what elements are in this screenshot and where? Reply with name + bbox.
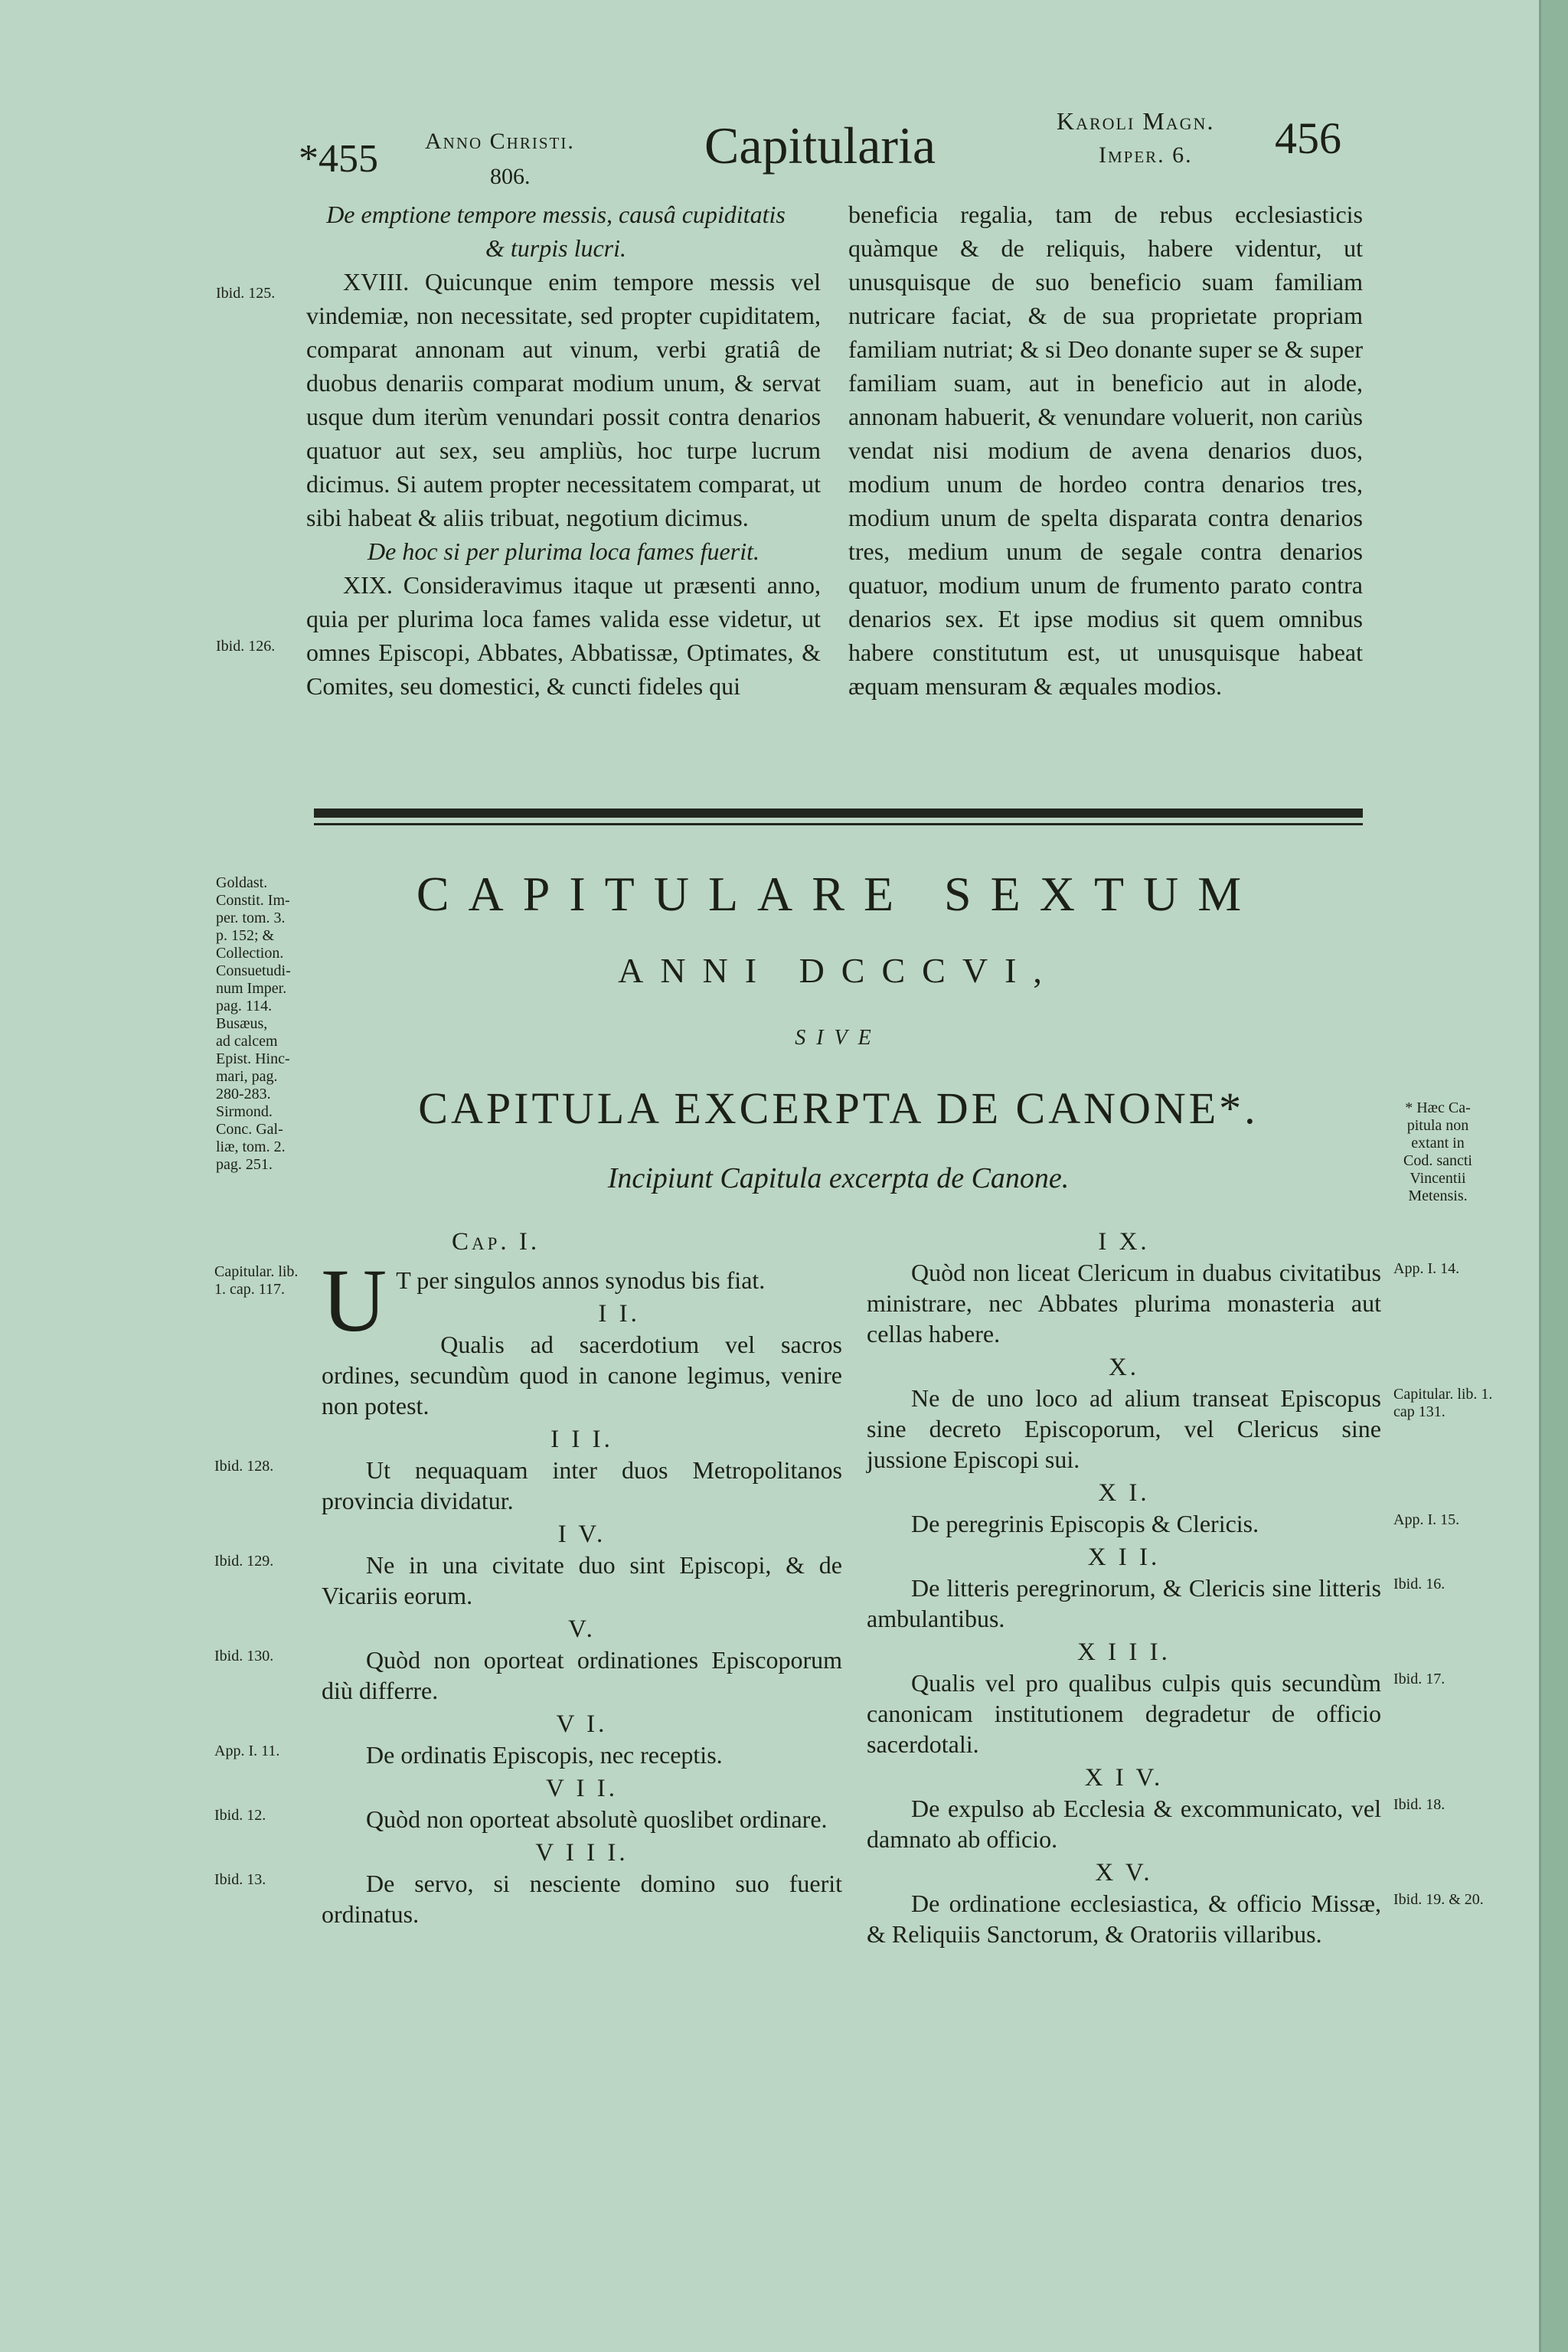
paragraph-xviii: XVIII. Quicunque enim tempore messis vel vindemiæ, non necessitate, sed propter cupiditatem, comparat annonam aut vinum, verbi gratiâ de duobus denariis comparat modium unum, & servat usque dum iterùm venundari possit contra denarios quatuor aut sex, seu ampliùs, hoc turpe lucrum dicimus. Si autem propter necessitatem comparat, ut sibi habeat & aliis tribuat, negotium dicimus. <box>306 268 821 531</box>
chapter-margin-note: App. I. 14. <box>1393 1260 1460 1277</box>
anno-year: 806. <box>490 164 531 189</box>
chapter-text <box>322 1645 842 1706</box>
chapter-margin-note: Ibid. 12. <box>214 1807 266 1824</box>
margin-ref-line: p. 152; & <box>216 927 275 944</box>
margin-ref-line: ad calcem <box>216 1033 278 1050</box>
chapter-text-body: Quòd non oporteat absolutè quoslibet ordinare. <box>366 1805 828 1833</box>
chapter-text-body: De ordinatione ecclesiastica, & officio Missæ, & Reliquiis Sanctorum, & Oratoriis villaribus. <box>867 1890 1381 1948</box>
chapter-entry <box>214 1838 842 1929</box>
sive-label: SIVE <box>795 1026 882 1050</box>
chapter-entry <box>867 1542 1446 1634</box>
margin-ref-line: Cod. sancti <box>1403 1152 1472 1169</box>
chapter-entry <box>214 1773 842 1834</box>
chapter-number: X I. <box>1098 1479 1150 1507</box>
chapter-text <box>322 1868 842 1929</box>
chapter-margin-note: App. I. 15. <box>1393 1511 1460 1528</box>
margin-ref-line: 280-283. <box>216 1086 271 1102</box>
chapter-margin-note: Ibid. 130. <box>214 1648 274 1664</box>
section-heading-emptione: De emptione tempore messis, causâ cupiditatis & turpis lucri. <box>326 201 786 262</box>
chapter-entry <box>214 1519 842 1611</box>
chapter-entry <box>867 1762 1446 1854</box>
paragraph-beneficia: beneficia regalia, tam de rebus ecclesiasticis quàmque & de reliquis, habere videntur, ut unusquisque de suo beneficio suam familiam nutricare faciat, & de sua proprietate propriam familiam nutriat; & si Deo donante super se & super familiam suam, aut in beneficio aut in alode, annonam habuerit, & venundare voluerit, non cariùs vendat nisi modium de avena denarios duos, modium unum de hordeo contra denarios tres, modium unum de spelta disparata contra denarios tres, medium unum de segale contra denarios quatuor, modium unum de frumento parato contra denarios sex. Et ipse modius sit quem omnibus habere constitutum est, ut unusquisque habeat æquam mensuram & æquales modios. <box>848 201 1363 700</box>
margin-ref-hac-capitula <box>1392 1099 1484 1205</box>
chapter-margin-note: Ibid. 18. <box>1393 1796 1446 1813</box>
chapter-text <box>322 1550 842 1611</box>
chapter-margin-note: Ibid. 129. <box>214 1553 274 1570</box>
chapter-text-body: Ne in una civitate duo sint Episcopi, & de Vicariis eorum. <box>322 1551 842 1609</box>
margin-ref-line: Constit. Im- <box>216 892 290 909</box>
chapter-entry <box>867 1857 1484 1949</box>
chapter-text-body: Ut nequaquam inter duos Metropolitanos provincia dividatur. <box>322 1456 842 1514</box>
margin-ref-line: pitula non <box>1406 1117 1469 1134</box>
margin-ref-line: Consuetudi- <box>216 962 291 979</box>
chapter-number: V I I I. <box>535 1839 629 1867</box>
chapter-text-body: De peregrinis Episcopis & Clericis. <box>911 1510 1259 1537</box>
drop-cap-letter: U <box>322 1250 387 1351</box>
chapter-entry <box>867 1478 1460 1539</box>
chapter-number: I V. <box>557 1521 606 1548</box>
chapter-text <box>867 1793 1381 1854</box>
chapter-entry <box>867 1637 1446 1759</box>
chapter-margin-note: App. I. 11. <box>214 1743 280 1759</box>
page-number-left: *455 <box>299 137 378 181</box>
chapter-margin-note: Capitular. lib. 1. cap. 117. <box>214 1263 299 1298</box>
chapter-number: I X. <box>1098 1228 1150 1256</box>
capitula-excerpta-title: CAPITULA EXCERPTA DE CANONE*. <box>418 1083 1259 1133</box>
chapter-entry <box>322 1298 842 1421</box>
chapter-text <box>322 1455 842 1516</box>
chapter-entry <box>214 1709 842 1770</box>
chapter-entry <box>214 1424 842 1516</box>
chapter-text <box>867 1573 1381 1634</box>
chapter-text-body: De litteris peregrinorum, & Clericis sine litteris ambulantibus. <box>867 1574 1381 1632</box>
chapter-number: V I I. <box>546 1775 618 1802</box>
margin-ref-line: liæ, tom. 2. <box>216 1138 286 1155</box>
chapter-margin-note: Ibid. 16. <box>1393 1576 1446 1592</box>
divider-thick-rule <box>314 808 1363 818</box>
capitulare-title: CAPITULARE SEXTUM <box>416 867 1261 921</box>
margin-ref-line: pag. 251. <box>216 1156 273 1173</box>
chapter-text <box>867 1888 1381 1949</box>
chapter-text-body: De servo, si nesciente domino suo fuerit ordinatus. <box>322 1870 842 1928</box>
margin-ref-line: Busæus, <box>216 1015 268 1032</box>
chapter-entry <box>867 1352 1493 1475</box>
chapters-left <box>214 1227 842 1932</box>
margin-ref-line: extant in <box>1411 1135 1465 1152</box>
chapter-margin-note: Ibid. 19. & 20. <box>1393 1891 1484 1908</box>
running-title: Capitularia <box>704 116 936 175</box>
margin-note-ibid-126: Ibid. 126. <box>216 638 276 655</box>
margin-ref-line: num Imper. <box>216 980 287 997</box>
margin-ref-line: Sirmond. <box>216 1103 273 1120</box>
chapter-number: I I I. <box>550 1426 613 1453</box>
chapter-number: X I V. <box>1084 1764 1164 1792</box>
divider-thin-rule <box>314 823 1363 825</box>
chapter-number: X I I I. <box>1077 1638 1171 1666</box>
page-number-right: 456 <box>1275 113 1341 163</box>
margin-ref-line: Collection. <box>216 945 284 962</box>
paragraph-xix: XIX. Consideravimus itaque ut præsenti anno, quia per plurima loca fames valida esse videtur, ut omnes Episcopi, Abbates, Abbatissæ, Optimates, & Comites, seu domestici, & cuncti fideles qui <box>306 571 821 700</box>
chapter-text <box>322 1740 842 1770</box>
chapter-margin-note: Ibid. 13. <box>214 1871 266 1888</box>
chapter-number: X. <box>1108 1354 1140 1381</box>
margin-ref-line: per. tom. 3. <box>216 910 286 926</box>
chapter-number: V. <box>568 1615 596 1643</box>
chapter-text-body: De ordinatis Episcopis, nec receptis. <box>366 1741 723 1769</box>
margin-note-ibid-125: Ibid. 125. <box>216 285 276 302</box>
chapter-number: X I I. <box>1087 1544 1161 1571</box>
chapter-number: X V. <box>1095 1859 1153 1886</box>
chapter-margin-note: Capitular. lib. 1. cap 131. <box>1393 1386 1493 1420</box>
chapter-text-body: Ne de uno loco ad alium transeat Episcopus sine decreto Episcoporum, vel Clericus sine jussione Episcopi sui. <box>867 1384 1381 1473</box>
margin-ref-line: Goldast. <box>216 874 268 891</box>
margin-ref-line: Vincentii <box>1410 1170 1466 1187</box>
imper-year: Imper. 6. <box>1099 142 1193 168</box>
chapters-right <box>867 1227 1493 1952</box>
margin-ref-line: Metensis. <box>1408 1187 1468 1204</box>
margin-ref-goldast <box>216 874 323 1174</box>
right-column <box>848 198 1363 703</box>
chapter-text <box>322 1804 842 1834</box>
chapter-text-body: Qualis ad sacerdotium vel sacros ordines, secundùm quod in canone legimus, venire non potest. <box>322 1331 842 1419</box>
left-column <box>306 198 821 703</box>
chapter-margin-note: Ibid. 128. <box>214 1458 274 1475</box>
margin-ref-line: * Hæc Ca- <box>1405 1099 1471 1116</box>
margin-ref-line: Epist. Hinc- <box>216 1050 290 1067</box>
chapter-text <box>867 1508 1381 1539</box>
chapter-number: I I. <box>598 1300 640 1328</box>
chapter-text-body: Quòd non liceat Clericum in duabus civitatibus ministrare, nec Abbates plurima monasteria aut cellas habere. <box>867 1259 1381 1348</box>
chapter-text-body: T per singulos annos synodus bis fiat. <box>396 1266 766 1294</box>
chapter-entry <box>214 1614 842 1706</box>
chapter-number: V I. <box>556 1710 608 1738</box>
chapter-text <box>867 1257 1381 1349</box>
anno-christi-label: Anno Christi. <box>425 129 575 154</box>
chapter-text-body: De expulso ab Ecclesia & excommunicato, vel damnato ab officio. <box>867 1795 1381 1853</box>
chapter-text-body: Qualis vel pro qualibus culpis quis secundùm canonicam institutionem degradetur de officio sacerdotali. <box>867 1669 1381 1758</box>
chapter-number: Cap. I. <box>452 1228 541 1256</box>
page-edge <box>1539 0 1568 2352</box>
chapter-text-body: Quòd non oporteat ordinationes Episcoporum diù differre. <box>322 1646 842 1704</box>
chapter-margin-note: Ibid. 17. <box>1393 1671 1446 1687</box>
section-heading-fames: De hoc si per plurima loca fames fuerit. <box>368 537 760 565</box>
karoli-magn-label: Karoli Magn. <box>1057 107 1215 135</box>
chapter-entry <box>867 1227 1460 1349</box>
margin-ref-line: mari, pag. <box>216 1068 278 1085</box>
margin-ref-line: pag. 114. <box>216 998 273 1014</box>
chapter-text <box>867 1668 1381 1759</box>
anni-title: ANNI DCCCVI, <box>618 951 1059 990</box>
chapter-text <box>867 1383 1381 1475</box>
margin-ref-line: Conc. Gal- <box>216 1121 283 1138</box>
chapter-text <box>322 1329 842 1421</box>
incipiunt-subtitle: Incipiunt Capitula excerpta de Canone. <box>607 1162 1070 1194</box>
